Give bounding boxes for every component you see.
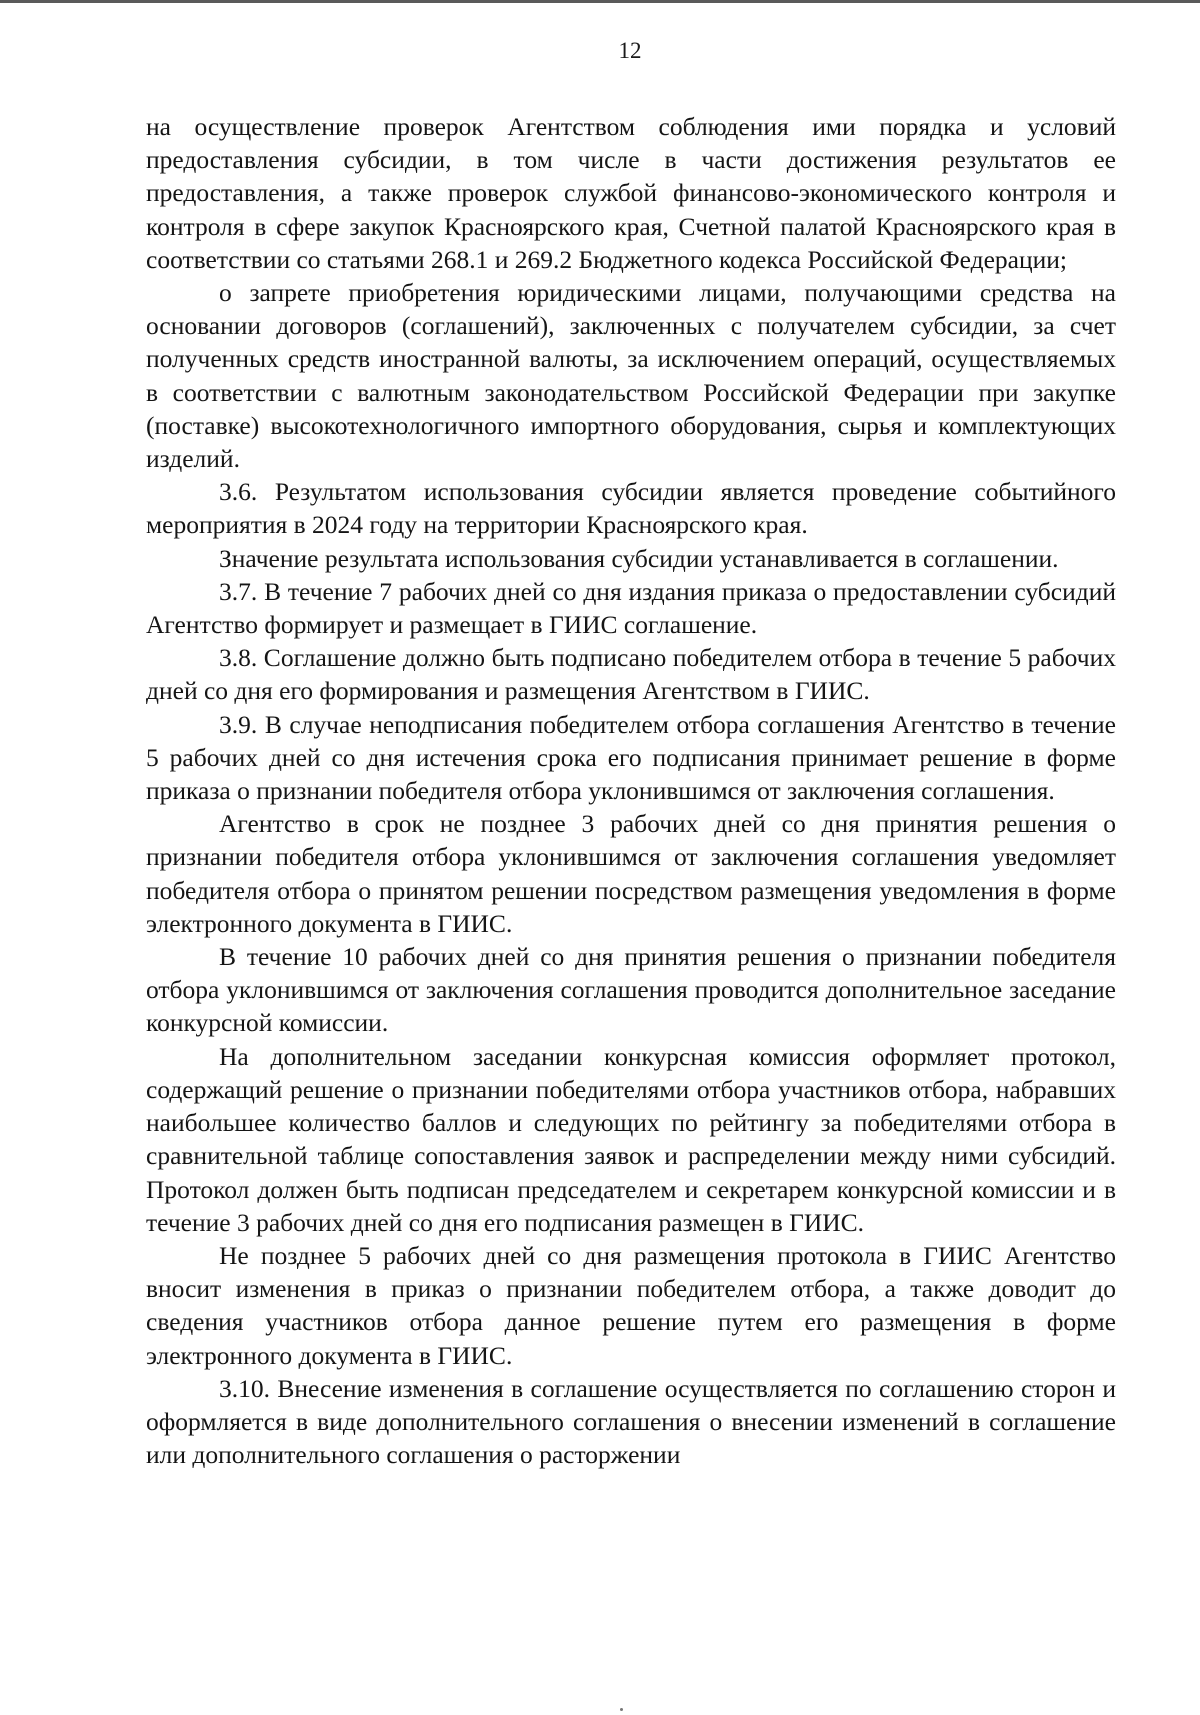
scan-top-edge	[0, 0, 1200, 3]
paragraph-3-7: 3.7. В течение 7 рабочих дней со дня издания приказа о предоставлении субсидий Агентство формирует и размещает в ГИИС соглашение.	[146, 576, 1116, 640]
paragraph-agency-notification: Агентство в срок не позднее 3 рабочих дней со дня принятия решения о признании победителя отбора уклонившимся от заключения соглашения уведомляет победителя отбора о принятом решении посредством размещения уведомления в форме электронного документа в ГИИС.	[146, 809, 1116, 938]
paragraph-continuation: на осуществление проверок Агентством соблюдения ими порядка и условий предоставления субсидии, в том числе в части достижения результатов ее предоставления, а также проверок службой финансово-экономического контроля и контроля в сфере закупок Красноярского края, Счетной палатой Красноярского края в соответствии со статьями 268.1 и 269.2 Бюджетного кодекса Российской Федерации;	[146, 112, 1116, 274]
paragraph-3-8: 3.8. Соглашение должно быть подписано победителем отбора в течение 5 рабочих дней со дня его формирования и размещения Агентством в ГИИС.	[146, 643, 1116, 706]
paragraph-3-9: 3.9. В случае неподписания победителем отбора соглашения Агентство в течение 5 рабочих дней со дня истечения срока его подписания принимает решение в форме приказа о признании победителя отбора уклонившимся от заключения соглашения.	[146, 709, 1116, 806]
paragraph-result-value: Значение результата использования субсидии устанавливается в соглашении.	[219, 543, 1059, 573]
page-number: 12	[618, 38, 642, 63]
document-body	[146, 110, 1116, 1471]
paragraph-protocol: На дополнительном заседании конкурсная комиссия оформляет протокол, содержащий решение о признании победителями отбора участников отбора, набравших наибольшее количество баллов и следующих по рейтингу за победителями отбора в сравнительной таблице сопоставления заявок и распределении между ними субсидий. Протокол должен быть подписан председателем и секретарем конкурсной комиссии и в течение 3 рабочих дней со дня его подписания размещен в ГИИС.	[146, 1041, 1116, 1237]
paragraph-3-6: 3.6. Результатом использования субсидии является проведение событийного мероприятия в 2024 году на территории Красноярского края.	[146, 477, 1116, 540]
paragraph-currency-prohibition: о запрете приобретения юридическими лицами, получающими средства на основании договоров (соглашений), заключенных с получателем субсидии, за счет полученных средств иностранной валюты, за исключением операций, осуществляемых в соответствии с валютным законодательством Российской Федерации при закупке (поставке) высокотехнологичного импортного оборудования, сырья и комплектующих изделий.	[146, 278, 1116, 474]
paragraph-3-10: 3.10. Внесение изменения в соглашение осуществляется по соглашению сторон и оформляется в виде дополнительного соглашения о внесении изменений в соглашение или дополнительного соглашения о расторжении	[146, 1373, 1116, 1470]
paragraph-additional-session: В течение 10 рабочих дней со дня принятия решения о признании победителя отбора уклонившимся от заключения соглашения проводится дополнительное заседание конкурсной комиссии.	[146, 942, 1116, 1038]
scan-artifact	[620, 1708, 623, 1711]
paragraph-order-changes: Не позднее 5 рабочих дней со дня размещения протокола в ГИИС Агентство вносит изменения в приказ о признании победителем отбора, а также доводит до сведения участников отбора данное решение путем его размещения в форме электронного документа в ГИИС.	[146, 1240, 1116, 1370]
